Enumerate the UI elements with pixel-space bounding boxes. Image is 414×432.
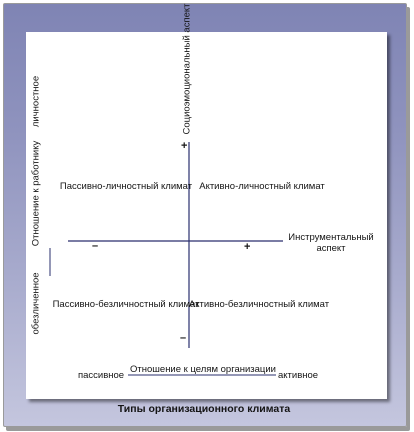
quadrant-active-personal: Активно-личностный климат	[199, 181, 325, 192]
horizontal-axis-minus: –	[92, 240, 99, 252]
left-scale-title: Отношение к работнику	[30, 140, 42, 247]
diagram-caption: Типы организационного климата	[117, 403, 291, 415]
left-scale-top-label: личностное	[30, 75, 42, 128]
quadrant-passive-personal: Пассивно-личностный климат	[59, 181, 193, 192]
vertical-axis-label: Социоэмоциональный аспект	[181, 3, 193, 135]
horizontal-axis-plus: +	[244, 241, 251, 253]
bottom-scale-title: Отношение к целям организации	[130, 364, 276, 375]
quadrant-passive-impersonal: Пассивно-безличностный климат	[52, 299, 200, 310]
bottom-scale-left-label: пассивное	[78, 370, 125, 381]
vertical-axis-plus: +	[181, 140, 188, 152]
left-scale-bottom-label: обезличенное	[30, 272, 42, 335]
quadrant-active-impersonal: Активно-безличностный климат	[188, 299, 330, 310]
horizontal-axis-label: Инструментальный аспект	[288, 232, 374, 254]
vertical-axis-minus: –	[180, 332, 187, 344]
bottom-scale-right-label: активное	[278, 370, 319, 381]
